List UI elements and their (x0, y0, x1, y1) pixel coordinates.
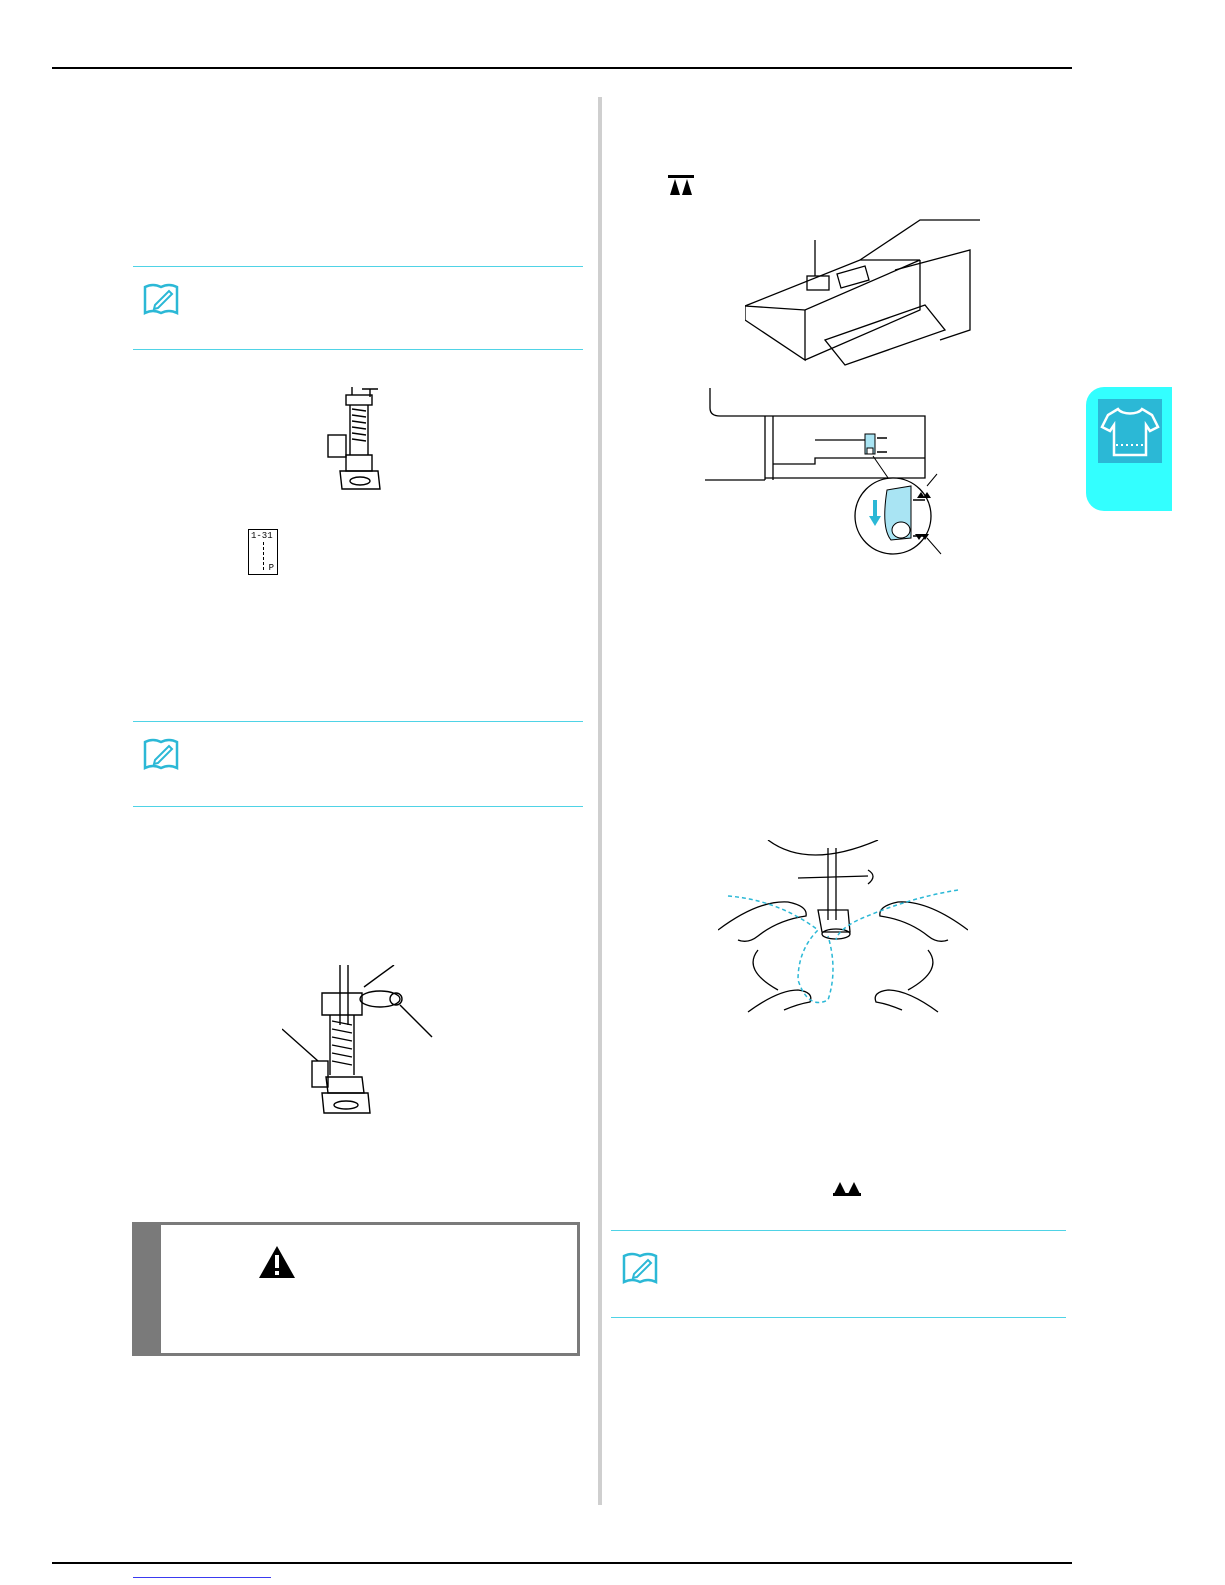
memo-icon (143, 736, 179, 772)
shirt-icon (1098, 399, 1162, 463)
footer-rule (52, 1562, 1072, 1564)
memo-top-line-2 (133, 721, 583, 722)
warning-icon (258, 1245, 296, 1279)
pattern-stitch-line (263, 542, 264, 570)
memo-top-line-1 (133, 266, 583, 267)
memo-icon (143, 281, 179, 317)
memo-bottom-line-3 (611, 1317, 1066, 1318)
presser-foot-illustration (318, 385, 398, 500)
pattern-letter: P (268, 563, 274, 573)
feed-dog-down-symbol (668, 175, 694, 195)
pattern-code: 1-31 (251, 531, 273, 541)
column-divider (598, 97, 602, 1505)
caution-box (132, 1222, 580, 1356)
caution-bar (135, 1225, 161, 1353)
memo-bottom-line-1 (133, 349, 583, 350)
feed-dog-up-symbol (833, 1180, 861, 1196)
pattern-selection-key[interactable] (248, 529, 278, 575)
lever-detail-illustration (705, 388, 970, 558)
footer-link-underline[interactable] (133, 1577, 271, 1578)
feed-dog-lever-illustration (745, 210, 980, 370)
memo-icon (622, 1250, 658, 1286)
foot-attachment-illustration (282, 965, 442, 1125)
header-rule (52, 67, 1072, 69)
chapter-tab[interactable] (1086, 387, 1172, 511)
free-motion-hands-illustration (718, 840, 968, 1025)
memo-bottom-line-2 (133, 806, 583, 807)
memo-top-line-3 (611, 1230, 1066, 1231)
